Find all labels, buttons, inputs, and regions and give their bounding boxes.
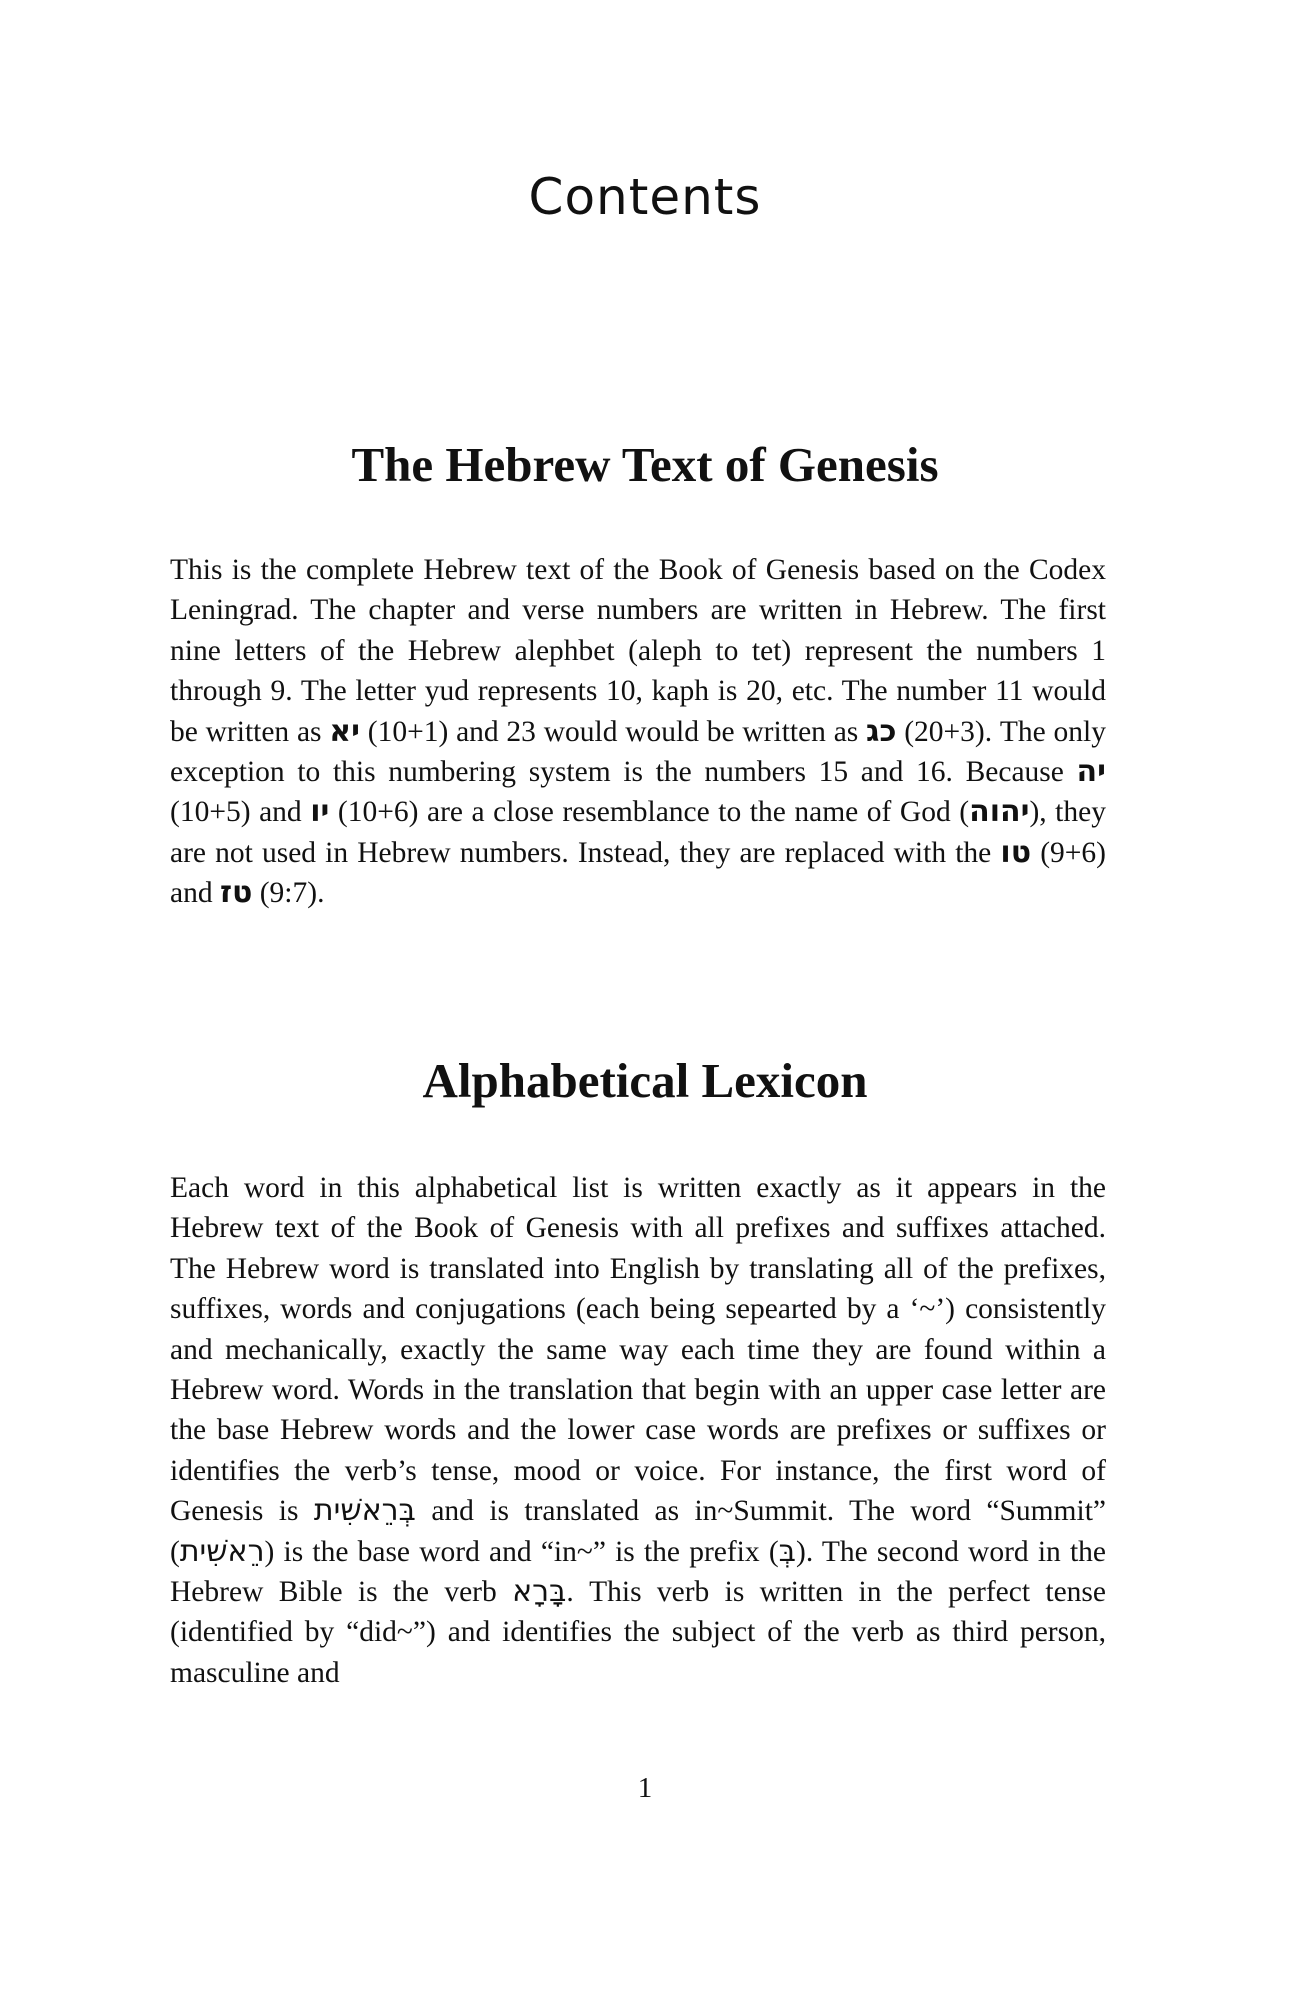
- text-run: (10+5) and: [170, 796, 311, 829]
- hebrew-yud-hey: יה: [1076, 754, 1106, 790]
- hebrew-word-reshit: רֵאשִׁית: [179, 1533, 265, 1569]
- hebrew-numeral-23: כג: [866, 713, 897, 749]
- section-heading-hebrew-text: The Hebrew Text of Genesis: [351, 437, 939, 492]
- text-run: Each word in this alphabetical list is written exactly as it appears in the Hebrew text of the Book of Genesis with all prefixes and suffixes attached. The Hebrew word is translated into English by translating all of the prefixes, suffixes, words and conjugations (each being sepearted by a ‘~’) consistently and mechanically, exactly the same way each time they are found within a Hebrew word. Words in the translation that begin with an upper case letter are the base Hebrew words and the lower case words are prefixes or suffixes or identifies the verb’s tense, mood or voice. For instance, the first word of Genesis is: [170, 1172, 1106, 1528]
- text-run: (20+3). The only exception to this numbering system is the numbers 15 and 16. Because: [170, 715, 1106, 789]
- page-title: Contents: [528, 168, 762, 226]
- hebrew-yud-vav: יו: [310, 794, 330, 830]
- hebrew-numeral-16: טז: [219, 875, 253, 911]
- paragraph-hebrew-text: [170, 550, 1106, 914]
- text-run: (10+1) and 23 would would be written as: [359, 715, 867, 748]
- text-run: ). The second word in the Hebrew Bible is the verb: [170, 1535, 1107, 1609]
- text-run: ), they are not used in Hebrew numbers. Instead, they are replaced with the: [170, 796, 1106, 869]
- hebrew-numeral-15: טו: [1000, 834, 1032, 870]
- text-run: (9+6) and: [170, 836, 1106, 910]
- text-run: and is translated as in~Summit. The word “Summit” (: [170, 1495, 1106, 1568]
- section-heading-lexicon: Alphabetical Lexicon: [422, 1053, 868, 1108]
- hebrew-numeral-11: יא: [329, 713, 360, 749]
- text-run: ) is the base word and “in~” is the prefix (: [264, 1535, 779, 1568]
- paragraph-lexicon: [170, 1168, 1106, 1693]
- text-run: (9:7).: [252, 877, 325, 910]
- hebrew-prefix-bet: בְּ: [778, 1533, 796, 1569]
- page-number: 1: [637, 1772, 653, 1804]
- hebrew-word-bara: בָּרָא: [512, 1574, 567, 1610]
- hebrew-word-bereshit: בְּרֵאשִׁית: [313, 1493, 416, 1529]
- hebrew-divine-name: יהוה: [969, 794, 1030, 830]
- text-run: . This verb is written in the perfect tense (identified by “did~”) and identifies the subject of the verb as third person, masculine and: [170, 1576, 1106, 1689]
- text-run: This is the complete Hebrew text of the Book of Genesis based on the Codex Leningrad. The chapter and verse numbers are written in Hebrew. The first nine letters of the Hebrew alephbet (aleph to tet) represent the numbers 1 through 9. The letter yud represents 10, kaph is 20, etc. The number 11 would be written as: [170, 554, 1106, 748]
- text-run: (10+6) are a close resemblance to the name of God (: [329, 796, 970, 829]
